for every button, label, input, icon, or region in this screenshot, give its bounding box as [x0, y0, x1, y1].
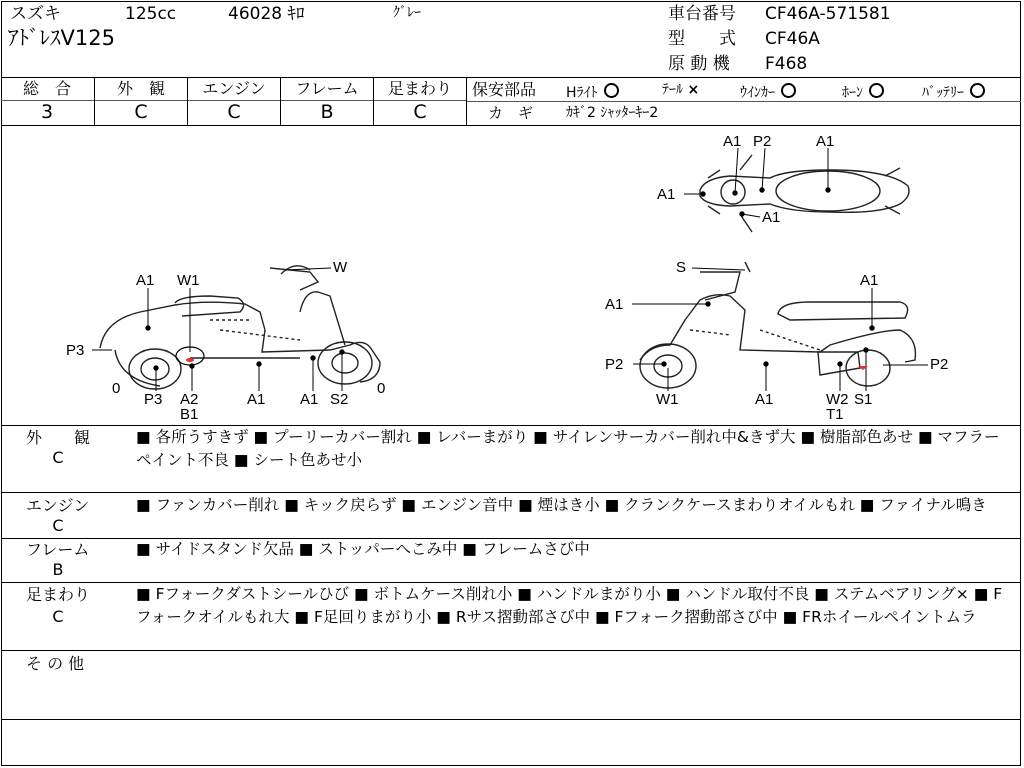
label-left-p3-bottom: P3 [144, 391, 163, 408]
grade-label-overall: 総 合 [22, 79, 71, 98]
section-grade: C [52, 607, 64, 626]
label-right-p2-rear: P2 [930, 356, 949, 373]
section-text: ■ Fフォークダストシールひび ■ ボトムケース削れ小 ■ ハンドルまがり小 ■ ハンドル取付不良 ■ ステムベアリング× ■ Fフォークオイルもれ大 ■ F足回りまがり小 ■ Rサス摺動部さび中 ■ Fフォーク摺動部さび中 ■ FRホイールペイントムラ [136, 585, 1003, 626]
safety-item-label: ﾊﾞｯﾃﾘｰ [922, 85, 964, 101]
engine-code: F468 [765, 54, 808, 74]
damage-diagram [0, 126, 1024, 424]
ok-circle-icon [781, 83, 796, 98]
safety-item-horn [842, 83, 884, 100]
grade-label-engine: エンジン [202, 79, 266, 98]
grade-value-suspension: C [413, 101, 427, 123]
label-left-a1-rear: A1 [300, 391, 319, 408]
grade-label-exterior: 外 観 [116, 79, 165, 98]
grade-value-engine: C [227, 101, 241, 123]
frame-no-label: 車台番号 [668, 4, 736, 24]
maker: スズキ [10, 4, 61, 24]
label-left-zero: 0 [112, 380, 121, 397]
label-top-a1: A1 [723, 133, 742, 150]
ok-circle-icon [869, 83, 884, 98]
section-label: フレーム [26, 540, 90, 559]
grade-value-exterior: C [134, 101, 148, 123]
safety-item-winker [740, 83, 796, 100]
label-right-s: S [676, 259, 687, 276]
label-right-w1: W1 [656, 391, 679, 408]
divider [1, 492, 1021, 493]
safety-item-label: Hﾗｲﾄ [566, 85, 598, 101]
section-grade: C [52, 448, 64, 467]
safety-title: 保安部品 [472, 80, 537, 99]
ng-cross-icon: × [687, 82, 700, 98]
grade-value-overall: 3 [40, 101, 54, 123]
label-top-a1-left: A1 [657, 186, 676, 203]
section-text: ■ 各所うすきず ■ プーリーカバー割れ ■ レバーまがり ■ サイレンサーカバー削れ中&きず大 ■ 樹脂部色あせ ■ マフラーペイント不良 ■ シート色あせ小 [136, 428, 1000, 469]
divider [467, 101, 1021, 102]
safety-item-headlight [566, 83, 619, 100]
grade-label-suspension: 足まわり [387, 79, 452, 98]
label-left-p3: P3 [66, 342, 85, 359]
section-grade: B [52, 560, 64, 579]
label-top-p2: P2 [753, 133, 772, 150]
ok-circle-icon [970, 83, 985, 98]
key-value: ｶｷﾞ2 ｼｬｯﾀｰｷｰ2 [566, 105, 659, 121]
ok-circle-icon [604, 83, 619, 98]
section-label: 外 観 [26, 428, 91, 447]
frame-no: CF46A-571581 [765, 4, 891, 24]
label-left-w: W [333, 259, 348, 276]
label-top-a1-seat: A1 [816, 133, 835, 150]
divider [1, 77, 1021, 78]
leader-lines [92, 148, 928, 391]
engine-label: 原 動 機 [668, 54, 730, 74]
divider [1, 719, 1021, 720]
section-text: ■ ファンカバー削れ ■ キック戻らず ■ エンジン音中 ■ 煙はき小 ■ クランクケースまわりオイルもれ ■ ファイナル鳴き [136, 496, 987, 514]
label-left-a1: A1 [136, 272, 155, 289]
safety-item-label: ﾃｰﾙ [662, 82, 683, 98]
divider [466, 77, 467, 125]
damage-mark-icon [186, 358, 194, 362]
grade-label-frame: フレーム [295, 79, 359, 98]
section-label: エンジン [26, 496, 90, 515]
divider [1, 650, 1021, 651]
safety-item-label: ｳｲﾝｶｰ [740, 85, 775, 101]
label-left-a1-floor: A1 [247, 391, 266, 408]
model-label: 型 式 [668, 29, 736, 49]
safety-item-label: ﾎｰﾝ [842, 85, 863, 101]
displacement: 125cc [125, 4, 177, 24]
scooter-top-view [700, 155, 909, 232]
label-left-s2: S2 [330, 391, 349, 408]
key-label: カ ギ [488, 104, 534, 122]
label-right-p2: P2 [605, 356, 624, 373]
label-left-b1: B1 [180, 406, 199, 423]
section-grade: C [52, 516, 64, 535]
label-left-zero-rear: 0 [377, 380, 386, 397]
label-right-a1-front: A1 [605, 296, 624, 313]
mileage: 46028 ｷﾛ [228, 4, 305, 24]
label-right-w2: W2 [826, 391, 849, 408]
section-label: そ の 他 [26, 654, 85, 673]
section-text: ■ サイドスタンド欠品 ■ ストッパーへこみ中 ■ フレームさび中 [136, 540, 590, 558]
label-right-a1-rear: A1 [860, 272, 879, 289]
label-left-w1: W1 [177, 272, 200, 289]
grade-value-frame: B [320, 101, 334, 123]
label-right-a1-floor: A1 [755, 391, 774, 408]
label-right-t1: T1 [826, 406, 844, 423]
section-label: 足まわり [26, 585, 91, 604]
model-code: CF46A [765, 29, 820, 49]
safety-item-battery [922, 83, 985, 100]
label-top-a1-bottom: A1 [762, 209, 781, 226]
model-name: ｱﾄﾞﾚｽV125 [8, 26, 115, 50]
label-right-s1: S1 [854, 391, 873, 408]
label-left-a2: A2 [180, 391, 199, 408]
safety-item-taillight [662, 83, 699, 97]
color: ｸﾞﾚｰ [393, 5, 421, 21]
